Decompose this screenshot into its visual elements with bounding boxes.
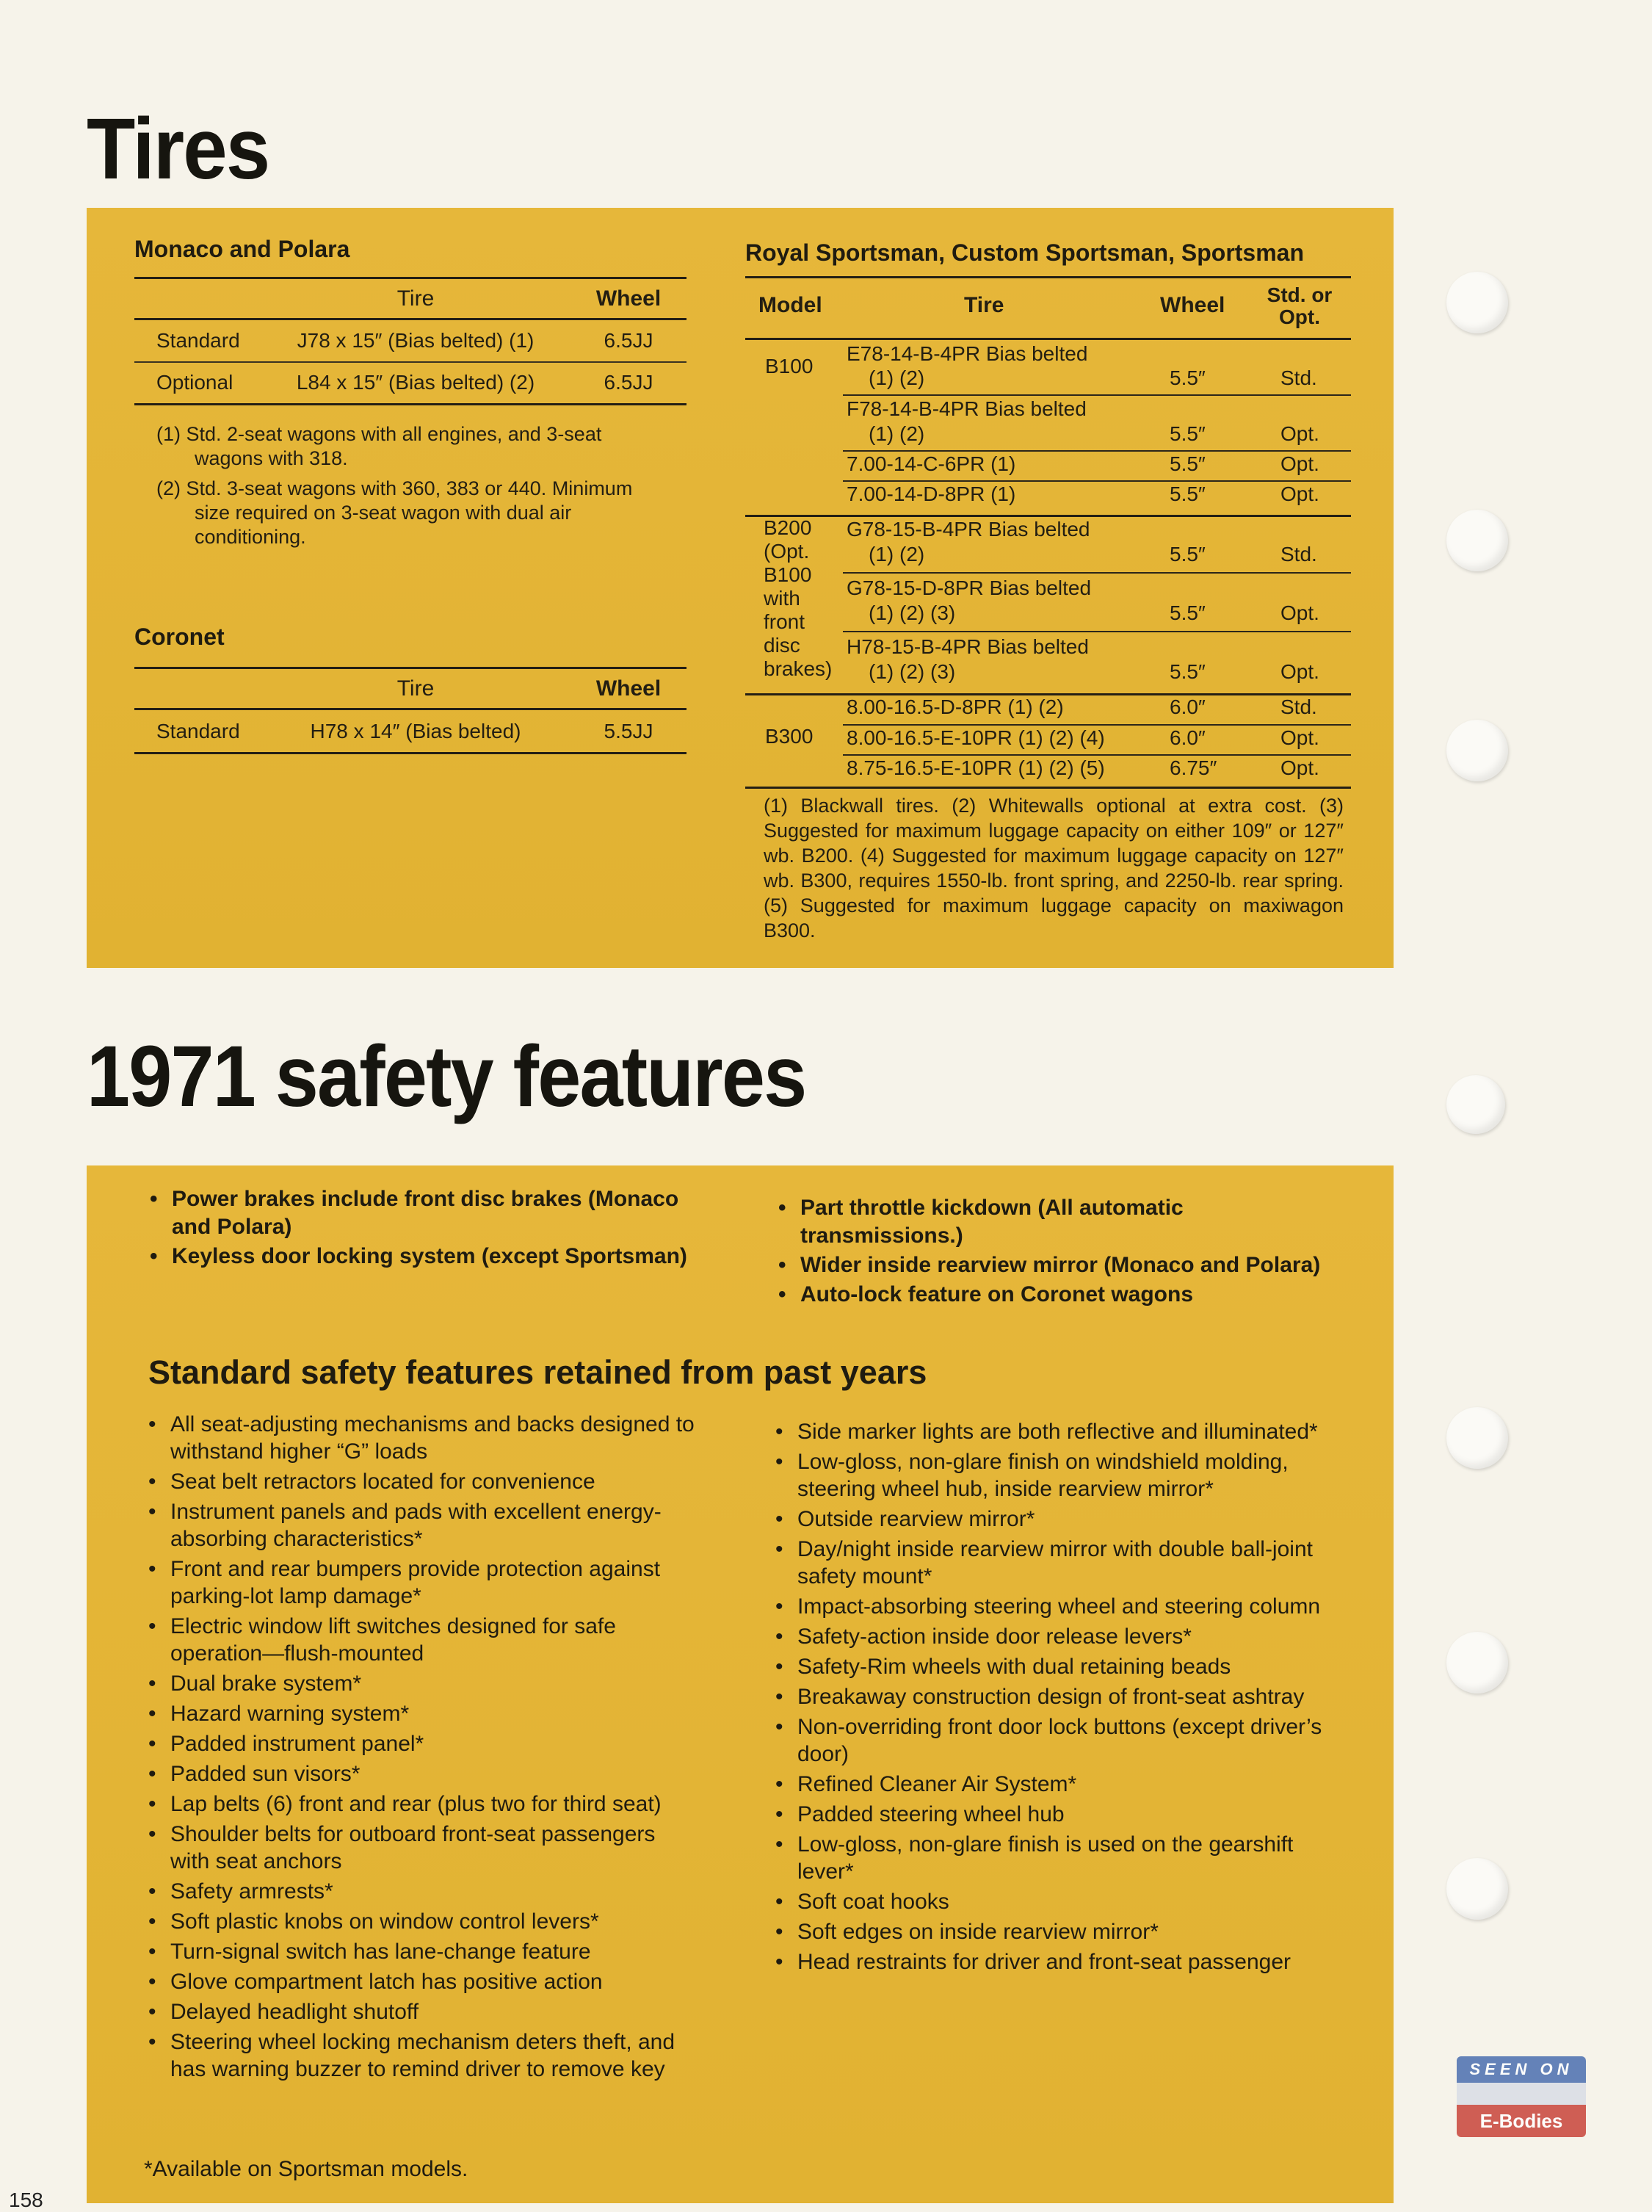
cell: J78 x 15″ (Bias belted) (1) (297, 328, 535, 352)
tires-panel (87, 208, 1394, 968)
tire-cell: (1) (2) (869, 543, 925, 565)
tire-cell: (1) (2) (869, 422, 925, 445)
wheel-cell: 6.0″ (1170, 695, 1206, 718)
tire-cell: 8.75-16.5-E-10PR (1) (2) (5) (847, 756, 1105, 779)
list-item: • Refined Cleaner Air System* (775, 1771, 1339, 1798)
tire-cell: E78-14-B-4PR Bias belted (847, 342, 1088, 365)
list-item: • Front and rear bumpers provide protection against parking-lot lamp damage* (148, 1555, 700, 1610)
list-item: • Padded steering wheel hub (775, 1801, 1339, 1828)
list-item: • Hazard warning system* (148, 1700, 700, 1727)
list-item: • Steering wheel locking mechanism deters theft, and has warning buzzer to remind driver to remove key (148, 2028, 700, 2083)
wheel-cell: 5.5″ (1170, 601, 1206, 624)
model-b300: B300 (765, 725, 814, 748)
cell: L84 x 15″ (Bias belted) (2) (296, 371, 535, 394)
list-item: • Power brakes include front disc brakes (Monaco and Polara) (150, 1185, 702, 1241)
col-wheel: Wheel (1160, 293, 1225, 317)
tire-cell: H78-15-B-4PR Bias belted (847, 635, 1089, 658)
binder-hole (1446, 1632, 1508, 1694)
watermark-text: SEEN ON (1457, 2056, 1586, 2083)
rule (745, 787, 1351, 789)
list-item: • Seat belt retractors located for convenience (148, 1468, 700, 1495)
binder-hole (1446, 510, 1508, 571)
watermark-text: E-Bodies (1457, 2105, 1586, 2137)
std-opt-cell: Opt. (1280, 452, 1319, 475)
table-row (134, 319, 686, 362)
tire-cell: 8.00-16.5-D-8PR (1) (2) (847, 695, 1064, 718)
cell: Optional (156, 371, 233, 394)
list-item: • Safety-Rim wheels with dual retaining beads (775, 1653, 1339, 1680)
wheel-cell: 5.5″ (1170, 452, 1206, 475)
list-item: • Padded sun visors* (148, 1760, 700, 1788)
list-item: • Low-gloss, non-glare finish on windshield molding, steering wheel hub, inside rearview mirror* (775, 1448, 1339, 1503)
cell: H78 x 14″ (Bias belted) (310, 719, 521, 742)
model-b100: B100 (765, 355, 814, 377)
standard-features-right (775, 1418, 1339, 1978)
watermark-logo (1457, 2056, 1586, 2137)
cell: 6.5JJ (604, 371, 653, 394)
wheel-cell: 5.5″ (1170, 543, 1206, 565)
std-opt-cell: Opt. (1280, 660, 1319, 683)
sportsman-footnote: (1) Blackwall tires. (2) Whitewalls optional at extra cost. (3) Suggested for maximum luggage capacity on either 109″ or 127″ wb. B200. (4) Suggested for maximum luggage capacity on 127″ wb. B300, requires 1550-lb. front spring, and 2250-lb. rear spring. (5) Suggested for maximum luggage capacity on maxiwagon B300. (764, 795, 1344, 941)
list-item: • Side marker lights are both reflective and illuminated* (775, 1418, 1339, 1445)
rule (843, 572, 1351, 574)
monaco-col-wheel: Wheel (595, 286, 662, 311)
wheel-cell: 5.5″ (1170, 422, 1206, 445)
list-item: • All seat-adjusting mechanisms and backs designed to withstand higher “G” loads (148, 1411, 700, 1465)
monaco-col-tire: Tire (396, 286, 435, 311)
list-item: • Shoulder belts for outboard front-seat passengers with seat anchors (148, 1821, 700, 1875)
rule (843, 724, 1351, 726)
list-item: • Dual brake system* (148, 1670, 700, 1697)
page-title-safety: 1971 safety features (87, 1028, 806, 1125)
list-item: • Safety-action inside door release levers* (775, 1623, 1339, 1650)
rule (745, 515, 1351, 517)
binder-hole (1446, 1075, 1505, 1134)
rule (843, 394, 1351, 396)
std-opt-cell: Std. (1280, 543, 1317, 565)
page-title-tires: Tires (87, 101, 269, 198)
coronet-col-blank (134, 668, 261, 709)
tire-cell: (1) (2) (869, 366, 925, 389)
list-item: • Delayed headlight shutoff (148, 1998, 700, 2025)
tire-cell: (1) (2) (3) (869, 601, 956, 624)
col-model: Model (758, 293, 822, 317)
standard-features-left (148, 1411, 700, 2086)
wheel-cell: 6.0″ (1170, 726, 1206, 749)
page-number: 158 (9, 2188, 43, 2211)
list-item: • Instrument panels and pads with excellent energy-absorbing characteristics* (148, 1498, 700, 1553)
monaco-heading: Monaco and Polara (134, 236, 350, 262)
note: (2) Std. 3-seat wagons with 360, 383 or 440. Minimum size required on 3-seat wagon with dual air conditioning. (156, 477, 633, 548)
watermark-car-icon (1457, 2083, 1586, 2105)
col-tire: Tire (964, 293, 1004, 317)
list-item: • Outside rearview mirror* (775, 1506, 1339, 1533)
table-row (134, 709, 686, 753)
std-opt-cell: Std. (1280, 695, 1317, 718)
list-item: • Impact-absorbing steering wheel and steering column (775, 1593, 1339, 1620)
tire-cell: 7.00-14-C-6PR (1) (847, 452, 1016, 475)
binder-hole (1446, 1407, 1508, 1469)
binder-hole (1446, 720, 1508, 781)
list-item: • Part throttle kickdown (All automatic transmissions.) (778, 1194, 1336, 1250)
list-item: • Turn-signal switch has lane-change feature (148, 1938, 700, 1965)
list-item: • Lap belts (6) front and rear (plus two for third seat) (148, 1790, 700, 1818)
note: (1) Std. 2-seat wagons with all engines, and 3-seat wagons with 318. (156, 423, 602, 469)
safety-footnote: *Available on Sportsman models. (144, 2157, 468, 2181)
sportsman-heading: Royal Sportsman, Custom Sportsman, Sportsman (745, 239, 1305, 266)
cell: Standard (156, 719, 240, 742)
std-opt-cell: Opt. (1280, 482, 1319, 505)
tire-cell: 7.00-14-D-8PR (1) (847, 482, 1016, 505)
monaco-tire-table (134, 277, 686, 405)
binder-hole (1446, 1858, 1508, 1920)
tire-cell: G78-15-D-8PR Bias belted (847, 577, 1092, 599)
monaco-notes (156, 422, 670, 555)
wheel-cell: 5.5″ (1170, 366, 1206, 389)
new-features-right (778, 1194, 1336, 1310)
new-features-left (150, 1185, 702, 1272)
list-item: • Electric window lift switches designed for safe operation—flush-mounted (148, 1613, 700, 1667)
coronet-tire-table (134, 667, 686, 754)
list-item: • Auto-lock feature on Coronet wagons (778, 1281, 1336, 1309)
list-item: • Soft coat hooks (775, 1888, 1339, 1915)
list-item: • Head restraints for driver and front-seat passenger (775, 1948, 1339, 1976)
rule (843, 480, 1351, 482)
rule (843, 450, 1351, 452)
list-item: • Soft edges on inside rearview mirror* (775, 1918, 1339, 1945)
col-std-opt: Std. or Opt. (1267, 283, 1333, 328)
table-row (134, 362, 686, 405)
list-item: • Soft plastic knobs on window control levers* (148, 1908, 700, 1935)
binder-hole (1446, 272, 1508, 333)
std-opt-cell: Opt. (1280, 756, 1319, 779)
list-item: • Breakaway construction design of front-seat ashtray (775, 1683, 1339, 1710)
rule (745, 276, 1351, 278)
tire-cell: (1) (2) (3) (869, 660, 956, 683)
wheel-cell: 5.5″ (1170, 660, 1206, 683)
tire-cell: G78-15-B-4PR Bias belted (847, 518, 1090, 541)
std-opt-cell: Opt. (1280, 726, 1319, 749)
list-item: • Padded instrument panel* (148, 1730, 700, 1757)
list-item: • Non-overriding front door lock buttons (except driver’s door) (775, 1713, 1339, 1768)
list-item: • Safety armrests* (148, 1878, 700, 1905)
rule (745, 338, 1351, 340)
std-opt-cell: Std. (1280, 366, 1317, 389)
coronet-col-wheel: Wheel (595, 676, 662, 701)
coronet-col-tire: Tire (396, 676, 435, 701)
std-opt-cell: Opt. (1280, 601, 1319, 624)
list-item: • Wider inside rearview mirror (Monaco and Polara) (778, 1251, 1336, 1279)
wheel-cell: 5.5″ (1170, 482, 1206, 505)
rule (843, 754, 1351, 756)
coronet-heading: Coronet (134, 624, 225, 650)
standard-features-heading: Standard safety features retained from past years (148, 1353, 927, 1391)
model-b200: B200 (Opt. B100 with front disc brakes) (764, 516, 833, 680)
tire-cell: F78-14-B-4PR Bias belted (847, 397, 1087, 420)
tire-cell: 8.00-16.5-E-10PR (1) (2) (4) (847, 726, 1105, 749)
wheel-cell: 6.75″ (1170, 756, 1217, 779)
std-opt-cell: Opt. (1280, 422, 1319, 445)
list-item: • Keyless door locking system (except Sportsman) (150, 1243, 702, 1271)
cell: 5.5JJ (604, 719, 653, 742)
cell: 6.5JJ (604, 328, 653, 352)
cell: Standard (156, 328, 240, 352)
list-item: • Glove compartment latch has positive action (148, 1968, 700, 1995)
monaco-col-blank (134, 278, 261, 319)
list-item: • Day/night inside rearview mirror with double ball-joint safety mount* (775, 1536, 1339, 1590)
list-item: • Low-gloss, non-glare finish is used on the gearshift lever* (775, 1831, 1339, 1885)
rule (843, 631, 1351, 632)
